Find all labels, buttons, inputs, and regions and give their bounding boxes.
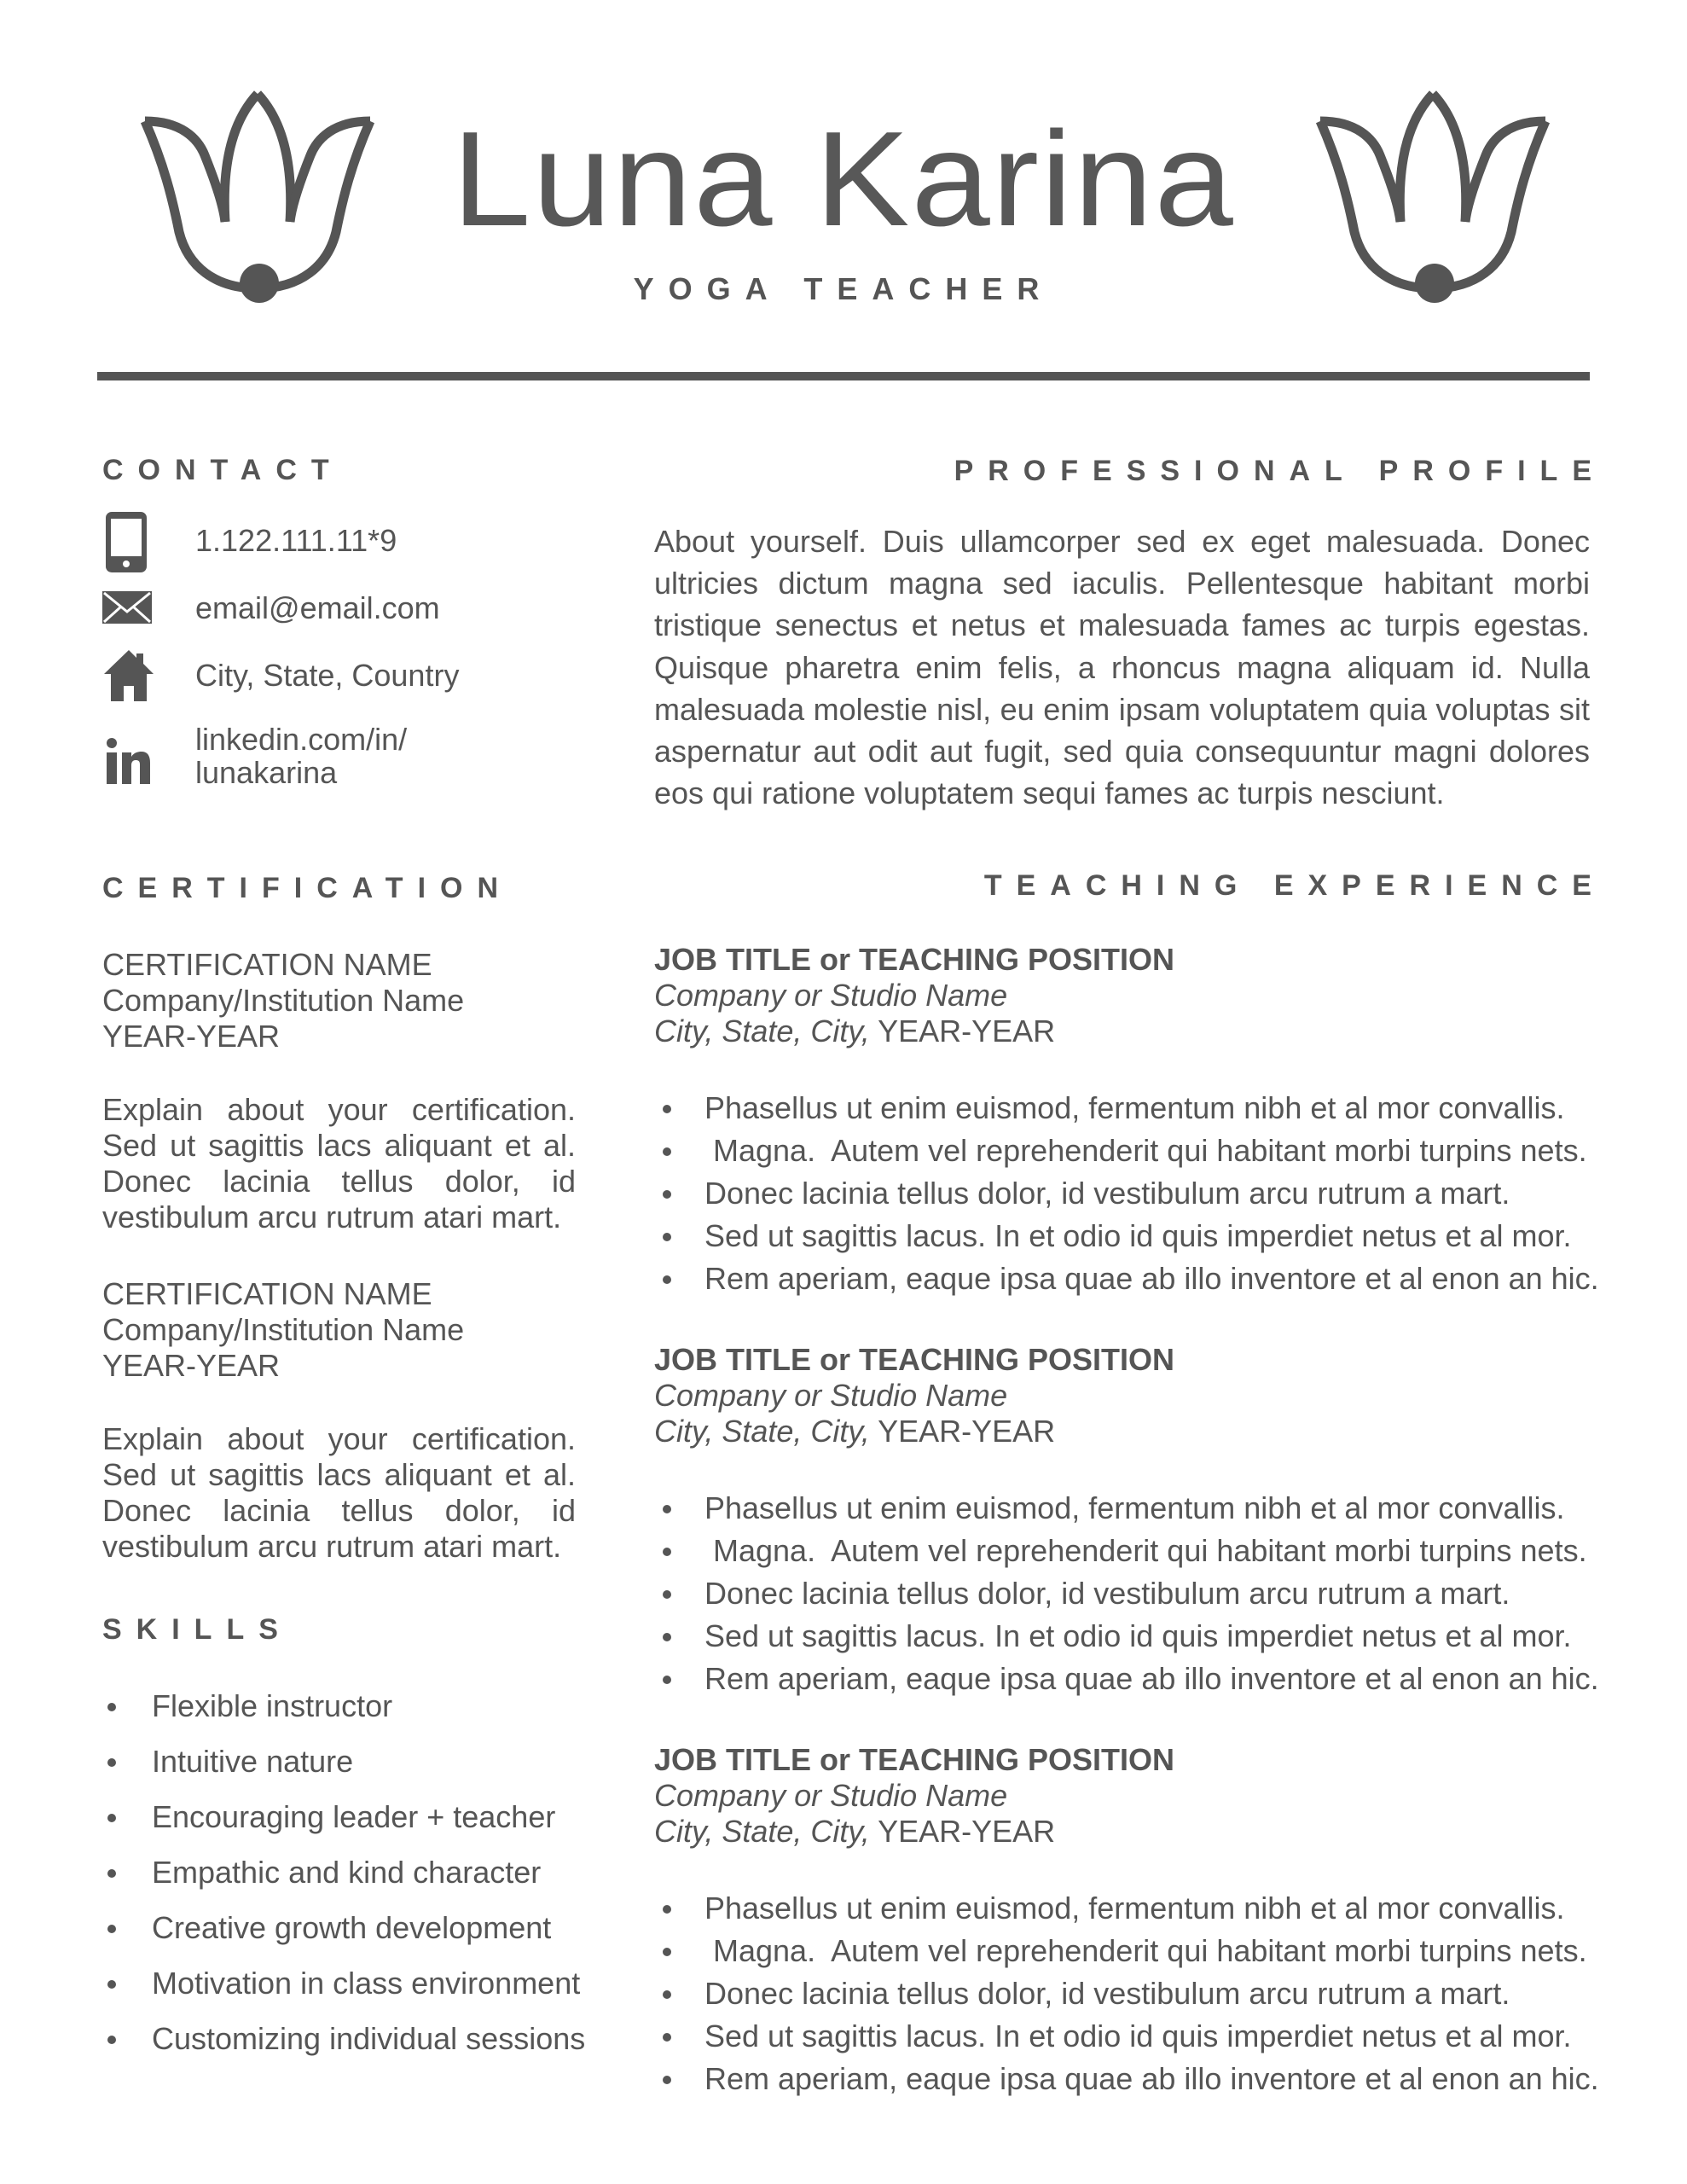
profile-heading: PROFESSIONAL PROFILE [954, 455, 1606, 487]
job-bullet: Rem aperiam, eaque ipsa quae ab illo inventore et al enon an hic. [654, 1658, 1592, 1700]
job-bullet: Donec lacinia tellus dolor, id vestibulum arcu rutrum a mart. [654, 1172, 1592, 1215]
job-bullet: Rem aperiam, eaque ipsa quae ab illo inventore et al enon an hic. [654, 1258, 1592, 1300]
skill-item: Flexible instructor [102, 1687, 585, 1742]
job-bullets [654, 1487, 1599, 1700]
job-bullet: Donec lacinia tellus dolor, id vestibulum arcu rutrum a mart. [654, 1572, 1592, 1615]
job-entry [654, 942, 1599, 1300]
bullet [107, 1925, 116, 1933]
job-title: JOB TITLE or TEACHING POSITION [654, 1342, 1175, 1377]
job-location-years: City, State, City, YEAR-YEAR [654, 1814, 1056, 1849]
candidate-name: Luna Karina [452, 104, 1235, 254]
skill-item: Encouraging leader + teacher [102, 1798, 585, 1853]
linkedin-icon [106, 738, 150, 785]
bullet [107, 1758, 116, 1767]
skills-list [102, 1687, 585, 2075]
phone-number: 1.122.111.11*9 [195, 523, 397, 558]
contact-linkedin[interactable] [102, 721, 699, 798]
certification-institution: Company/Institution Name [102, 1312, 465, 1347]
certification-name: CERTIFICATION NAME [102, 1276, 432, 1311]
job-company: Company or Studio Name [654, 978, 1008, 1013]
profile-text: About yourself. Duis ullamcorper sed ex eget malesuada. Donec ultricies dictum magna sed iaculis. Pellentesque habitant morbi tristique senectus et netus et malesuada fames ac turpis egestas. Quisque pharetra enim felis, a rhoncus magna aliquam id. Nulla malesuada molestie nisl, eu enim ipsam voluptatem quia voluptas sit aspernatur aut odit aut fugit, sed quia consequuntur magni dolores eos qui ratione voluptatem sequi fames ac turpis nesciunt. [654, 524, 1590, 811]
job-bullet: Magna. Autem vel reprehenderit qui habitant morbi turpins nets. [654, 1130, 1592, 1172]
certification-years: YEAR-YEAR [102, 1019, 281, 1054]
skill-item: Intuitive nature [102, 1742, 585, 1798]
job-bullet: Donec lacinia tellus dolor, id vestibulum arcu rutrum a mart. [654, 1972, 1592, 2015]
certification-name: CERTIFICATION NAME [102, 947, 432, 982]
contact-email [102, 591, 699, 625]
bullet [107, 1869, 116, 1878]
phone-icon [104, 510, 148, 574]
certification-institution: Company/Institution Name [102, 983, 465, 1018]
certification-description: Explain about your certification. Sed ut sagittis lacs aliquant et al. Donec lacinia tellus dolor, id vestibulum arcu rutrum atari mart. [102, 1421, 576, 1564]
bullet [107, 2036, 116, 2044]
job-title-heading: YOGA TEACHER [633, 271, 1054, 306]
bullet [107, 1703, 116, 1711]
job-bullets [654, 1887, 1599, 2100]
skill-item: Customizing individual sessions [102, 2019, 585, 2075]
linkedin-url-line1: linkedin.com/in/ [195, 722, 408, 757]
contact-location [102, 648, 699, 703]
job-bullets [654, 1087, 1599, 1300]
job-bullet: Magna. Autem vel reprehenderit qui habitant morbi turpins nets. [654, 1930, 1592, 1972]
certification-item [102, 947, 576, 1235]
experience-heading: TEACHING EXPERIENCE [983, 869, 1606, 902]
job-entry [654, 1342, 1599, 1700]
bullet [107, 1980, 116, 1989]
job-bullet: Phasellus ut enim euismod, fermentum nibh et al mor convallis. [654, 1087, 1592, 1130]
skills-heading: SKILLS [102, 1613, 293, 1646]
skill-item: Creative growth development [102, 1908, 585, 1964]
job-title: JOB TITLE or TEACHING POSITION [654, 1742, 1175, 1777]
skill-item: Motivation in class environment [102, 1964, 585, 2019]
job-bullet: Sed ut sagittis lacus. In et odio id quis imperdiet netus et al mor. [654, 1215, 1592, 1258]
job-bullet: Phasellus ut enim euismod, fermentum nibh et al mor convallis. [654, 1887, 1592, 1930]
contact-phone [102, 510, 699, 572]
job-entry [654, 1742, 1599, 2100]
job-bullet: Sed ut sagittis lacus. In et odio id quis imperdiet netus et al mor. [654, 2015, 1592, 2058]
contact-heading: CONTACT [102, 454, 344, 486]
job-bullet: Rem aperiam, eaque ipsa quae ab illo inventore et al enon an hic. [654, 2058, 1592, 2100]
job-location-years: City, State, City, YEAR-YEAR [654, 1414, 1056, 1449]
header-divider [97, 372, 1590, 380]
job-bullet: Sed ut sagittis lacus. In et odio id quis imperdiet netus et al mor. [654, 1615, 1592, 1658]
certification-heading: CERTIFICATION [102, 872, 513, 904]
job-bullet: Magna. Autem vel reprehenderit qui habitant morbi turpins nets. [654, 1530, 1592, 1572]
certification-description: Explain about your certification. Sed ut sagittis lacs aliquant et al. Donec lacinia tellus dolor, id vestibulum arcu rutrum atari mart. [102, 1092, 576, 1234]
certification-item [102, 1276, 576, 1565]
job-company: Company or Studio Name [654, 1378, 1008, 1413]
job-title: JOB TITLE or TEACHING POSITION [654, 942, 1175, 977]
certification-years: YEAR-YEAR [102, 1348, 281, 1383]
bullet [107, 1814, 116, 1822]
location-text: City, State, Country [195, 658, 460, 693]
home-icon [102, 648, 155, 701]
skill-item: Empathic and kind character [102, 1853, 585, 1908]
linkedin-url-line2: lunakarina [195, 755, 338, 790]
email-address: email@email.com [195, 590, 440, 625]
job-location-years: City, State, City, YEAR-YEAR [654, 1014, 1056, 1048]
envelope-icon [102, 591, 152, 624]
job-bullet: Phasellus ut enim euismod, fermentum nibh et al mor convallis. [654, 1487, 1592, 1530]
job-company: Company or Studio Name [654, 1778, 1008, 1813]
